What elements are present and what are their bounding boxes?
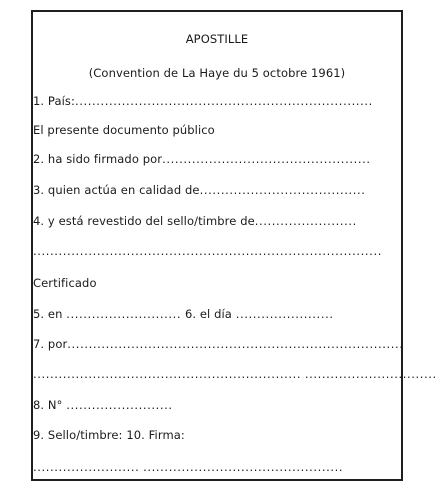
field-8-blank: ......................... [66, 398, 173, 412]
field-7-cont-a: ............................................................... [33, 367, 302, 381]
seal-blank: ......................... [33, 460, 140, 474]
field-2-row [33, 152, 371, 166]
field-2-label: 2. ha sido firmado por [33, 152, 163, 166]
form-subtitle: (Convention de La Haye du 5 octobre 1961) [88, 66, 346, 80]
field-1-label: 1. País: [33, 94, 75, 108]
field-2-blank: ................................................. [162, 152, 371, 166]
field-8-row [33, 398, 173, 412]
field-9-label: 9. Sello/timbre: [33, 428, 123, 442]
field-6-label: 6. el día [184, 307, 232, 321]
field-10-label: 10. Firma: [126, 428, 185, 442]
signature-blank: ............................................... [143, 460, 344, 474]
intro-text: El presente documento público [33, 123, 215, 137]
field-4-blank: ........................ [254, 214, 357, 228]
field-7-blank: ............................................................................... [67, 337, 404, 351]
field-1-blank: ...................................................................... [74, 94, 373, 108]
signature-row [33, 460, 343, 474]
field-7-cont-b: ............................... [304, 367, 437, 381]
field-3-row [33, 183, 366, 197]
field-7-continuation [33, 367, 437, 381]
certificado-heading: Certificado [33, 276, 97, 290]
field-7-label: 7. por [33, 337, 68, 351]
field-7-row [33, 337, 403, 351]
field-3-label: 3. quien actúa en calidad de [33, 183, 200, 197]
form-title: APOSTILLE [185, 32, 249, 46]
field-1-row [33, 94, 373, 108]
field-5-6-row [33, 307, 334, 321]
field-5-blank: ........................... [66, 307, 182, 321]
field-4-label: 4. y está revestido del sello/timbre de [33, 214, 255, 228]
field-9-10-row [33, 428, 185, 442]
field-4-continuation: .................................................................................. [33, 244, 382, 258]
field-4-row [33, 214, 357, 228]
apostille-form [31, 10, 437, 481]
field-5-label: 5. en [33, 307, 63, 321]
field-6-blank: ....................... [235, 307, 334, 321]
field-8-label: 8. N° [33, 398, 63, 412]
field-3-blank: ....................................... [199, 183, 366, 197]
